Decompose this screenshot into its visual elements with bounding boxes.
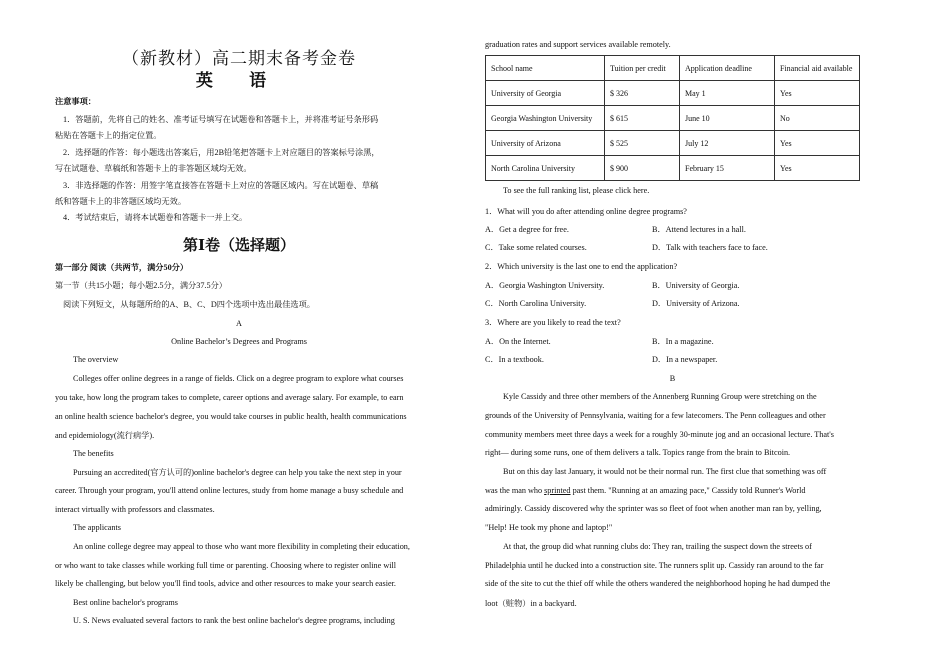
notice-line: 4．考试结束后，请将本试题卷和答题卡一并上交。 <box>63 213 248 222</box>
option-a: A．On the Internet. <box>485 337 551 346</box>
subsection-heading: 第一节（共15小题；每小题2.5分，满分37.5分） <box>55 281 227 290</box>
passage-line: likely be challenging, but below you'll find tools, advice and other resources to make your search easier. <box>55 579 396 588</box>
table-cell: University of Georgia <box>486 81 605 106</box>
passage-line: "Help! He took my phone and laptop!" <box>485 523 613 532</box>
notice-line: 2．选择题的作答：每小题选出答案后，用2B铅笔把答题卡上对应题目的答案标号涂黑， <box>63 148 380 157</box>
passage-line: An online college degree may appeal to those who want more flexibility in completing their education, <box>73 542 410 551</box>
instruction: 阅读下列短文，从每题所给的A、B、C、D四个选项中选出最佳选项。 <box>63 300 315 309</box>
table-cell: $ 525 <box>605 131 680 156</box>
passage-line: Kyle Cassidy and three other members of the Annenberg Running Group were stretching on the <box>503 392 817 401</box>
passage-text: was the man who <box>485 486 545 495</box>
passage-subheading: Best online bachelor's programs <box>73 598 178 607</box>
passage-continuation: graduation rates and support services available remotely. <box>485 40 671 49</box>
table-cell: Yes <box>775 131 860 156</box>
notice-heading: 注意事项： <box>55 97 96 106</box>
passage-text: past them. "Running at an amazing pace," Cassidy told Runner's World <box>570 486 806 495</box>
passage-line: and epidemiology(流行病学). <box>55 431 155 440</box>
table-cell: Yes <box>775 156 860 181</box>
passage-title: Online Bachelor’s Degrees and Programs <box>171 337 307 346</box>
table-cell: $ 900 <box>605 156 680 181</box>
passage-line: community members meet three days a week for a roughly 30-minute jog and an occasional lecture. That's <box>485 430 834 439</box>
notice-line: 粘贴在答题卡上的指定位置。 <box>55 131 162 140</box>
passage-subheading: The overview <box>73 355 119 364</box>
table-header-cell: Financial aid available <box>775 56 860 81</box>
schools-table <box>485 55 860 181</box>
table-cell: University of Arizona <box>486 131 605 156</box>
table-cell: February 15 <box>680 156 775 181</box>
option-b: B．Attend lectures in a hall. <box>652 225 746 234</box>
table-cell: $ 326 <box>605 81 680 106</box>
table-row <box>486 156 860 181</box>
subject-title: 英 语 <box>195 71 283 90</box>
left-column <box>55 0 423 672</box>
table-header-cell: School name <box>486 56 605 81</box>
option-d: D．In a newspaper. <box>652 355 718 364</box>
passage-line: right— during some runs, one of them delivers a talk. Topics range from the brain to Bitcoin. <box>485 448 791 457</box>
notice-line: 纸和答题卡上的非答题区域均无效。 <box>55 197 187 206</box>
passage-line: Colleges offer online degrees in a range of fields. Click on a degree program to explore what courses <box>73 374 404 383</box>
passage-subheading: The applicants <box>73 523 121 532</box>
option-b: B．University of Georgia. <box>652 281 740 290</box>
passage-line: interact virtually with professors and classmates. <box>55 505 215 514</box>
table-row <box>486 131 860 156</box>
notice-line: 写在试题卷、草稿纸和答题卡上的非答题区域均无效。 <box>55 164 252 173</box>
passage-line: side of the site to cut the thief off while the others wandered the neighborhood hoping he had dumped the <box>485 579 831 588</box>
option-a: A．Get a degree for free. <box>485 225 569 234</box>
passage-line: you take, how long the program takes to complete, career options and average salary. For example, to earn <box>55 393 404 402</box>
passage-line: But on this day last January, it would not be their normal run. The first clue that something was off <box>503 467 827 476</box>
table-row <box>486 106 860 131</box>
table-cell: Yes <box>775 81 860 106</box>
question-stem: 3．Where are you likely to read the text? <box>485 318 621 327</box>
passage-line: U. S. News evaluated several factors to rank the best online bachelor's degree programs, including <box>73 616 395 625</box>
passage-line <box>485 486 805 495</box>
option-c: C．Take some related courses. <box>485 243 587 252</box>
passage-line: or who want to take classes while working full time or parenting. Choosing where to register online will <box>55 561 397 570</box>
question-stem: 1．What will you do after attending online degree programs? <box>485 207 687 216</box>
table-cell: June 10 <box>680 106 775 131</box>
table-header-cell: Application deadline <box>680 56 775 81</box>
passage-line: career. Through your program, you'll attend online lectures, study from home manage a busy schedule and <box>55 486 404 495</box>
option-c: C．North Carolina University. <box>485 299 587 308</box>
table-cell: No <box>775 106 860 131</box>
notice-line: 1．答题前，先将自己的姓名、准考证号填写在试题卷和答题卡上，并将准考证号条形码 <box>63 115 379 124</box>
section-title: 第Ⅰ卷（选择题） <box>182 238 296 254</box>
option-d: D．Talk with teachers face to face. <box>652 243 768 252</box>
option-a: A．Georgia Washington University. <box>485 281 605 290</box>
passage-line: grounds of the University of Pennsylvania, waiting for a few latecomers. The Penn colleagues and other <box>485 411 826 420</box>
see-list-link[interactable]: To see the full ranking list, please click here. <box>503 186 650 195</box>
passage-line: loot（赃物）in a backyard. <box>485 599 577 608</box>
underlined-word: sprinted <box>544 486 571 495</box>
table-cell: North Carolina University <box>486 156 605 181</box>
passage-line: At that, the group did what running clubs do: They ran, trailing the suspect down the streets of <box>503 542 812 551</box>
part-heading: 第一部分 阅读（共两节，满分50分） <box>55 263 189 272</box>
table-row <box>486 81 860 106</box>
passage-label: B <box>669 374 676 383</box>
table-cell: May 1 <box>680 81 775 106</box>
table-cell: July 12 <box>680 131 775 156</box>
notice-line: 3．非选择题的作答：用签字笔直接答在答题卡上对应的答题区域内。写在试题卷、草稿 <box>63 181 379 190</box>
question-stem: 2．Which university is the last one to end the application? <box>485 262 678 271</box>
right-column <box>485 0 860 672</box>
option-b: B．In a magazine. <box>652 337 714 346</box>
option-d: D．University of Arizona. <box>652 299 740 308</box>
table-header-row <box>486 56 860 81</box>
passage-line: admiringly. Cassidy discovered why the sprinter was so fleet of foot when another man ran by, yelling, <box>485 504 822 513</box>
passage-subheading: The benefits <box>73 449 114 458</box>
table-cell: Georgia Washington University <box>486 106 605 131</box>
passage-line: Pursuing an accredited(官方认可的)online bachelor's degree can help you take the next step in your <box>73 468 402 477</box>
passage-line: an online health science bachelor's degree, you would take courses in public health, health communications <box>55 412 407 421</box>
passage-label: A <box>236 319 242 328</box>
table-cell: $ 615 <box>605 106 680 131</box>
table-header-cell: Tuition per credit <box>605 56 680 81</box>
exam-title: （新教材）高二期末备考金卷 <box>122 49 356 68</box>
option-c: C．In a textbook. <box>485 355 544 364</box>
passage-line: Philadelphia until he ducked into a construction site. The runners split up. Cassidy ran around to the far <box>485 561 824 570</box>
